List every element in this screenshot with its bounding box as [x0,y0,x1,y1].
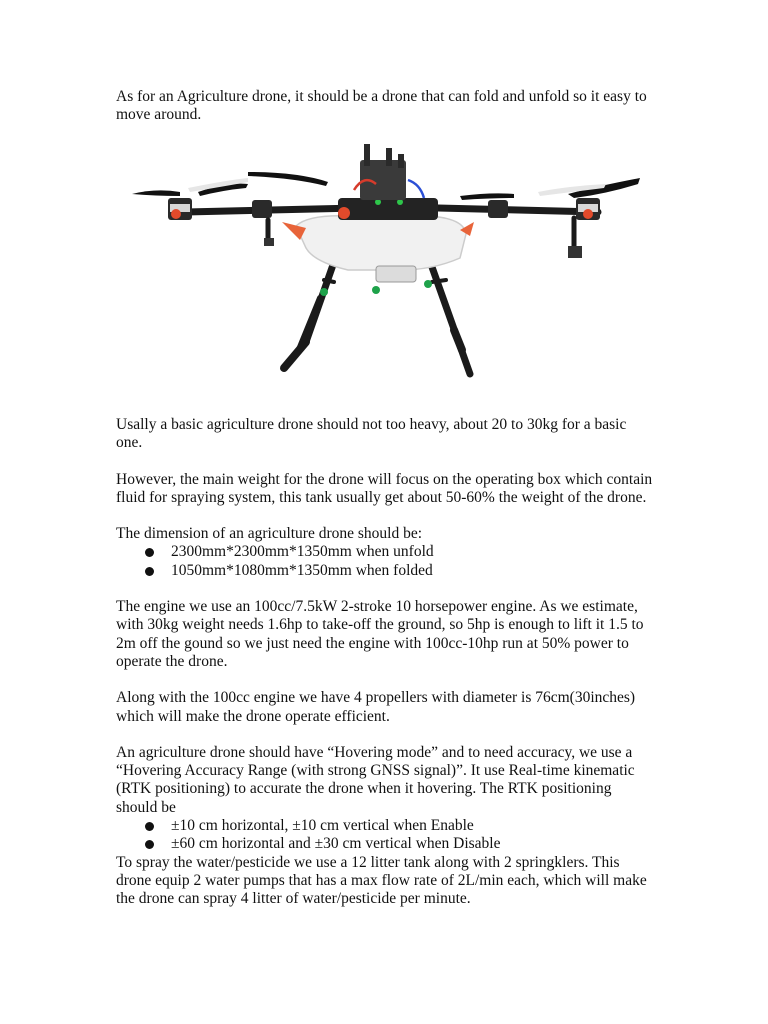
rtk-list [116,817,656,854]
list-item: 1050mm*1080mm*1350mm when folded [116,562,656,580]
intro-paragraph: As for an Agriculture drone, it should be a drone that can fold and unfold so it easy to move around. [116,88,647,124]
list-item: 2300mm*2300mm*1350mm when unfold [116,543,656,561]
agriculture-drone-photo [128,130,648,390]
list-item: ±10 cm horizontal, ±10 cm vertical when Enable [116,817,656,835]
dimension-list [116,543,656,580]
tank-paragraph: However, the main weight for the drone will focus on the operating box which contain fluid for spraying system, this tank usually get about 50-60% the weight of the drone. [116,470,653,506]
body-block [116,416,656,909]
spray-paragraph: To spray the water/pesticide we use a 12 litter tank along with 2 springklers. This drone equip 2 water pumps that has a max flow rate of 2L/min each, which will make the drone can spray 4 litter of water/pesticide per minute. [116,853,647,908]
hover-paragraph: An agriculture drone should have “Hovering mode” and to need accuracy, we use a “Hovering Accuracy Range (with strong GNSS signal)”. It use Real-time kinematic (RTK positioning) to accurate the drone when it hovering. The RTK positioning should be [116,743,635,816]
weight-paragraph: Usally a basic agriculture drone should not too heavy, about 20 to 30kg for a basic one. [116,416,627,452]
intro-block [116,88,656,125]
list-item: ±60 cm horizontal and ±30 cm vertical when Disable [116,835,656,853]
dimension-intro: The dimension of an agriculture drone should be: [116,525,423,543]
propeller-paragraph: Along with the 100cc engine we have 4 propellers with diameter is 76cm(30inches) which will make the drone operate efficient. [116,689,636,725]
engine-paragraph: The engine we use an 100cc/7.5kW 2-stroke 10 horsepower engine. As we estimate, with 30kg weight needs 1.6hp to take-off the ground, so 5hp is enough to lift it 1.5 to 2m off the gound so we just need the engine with 100cc-10hp run at 50% power to operate the drone. [116,598,644,670]
